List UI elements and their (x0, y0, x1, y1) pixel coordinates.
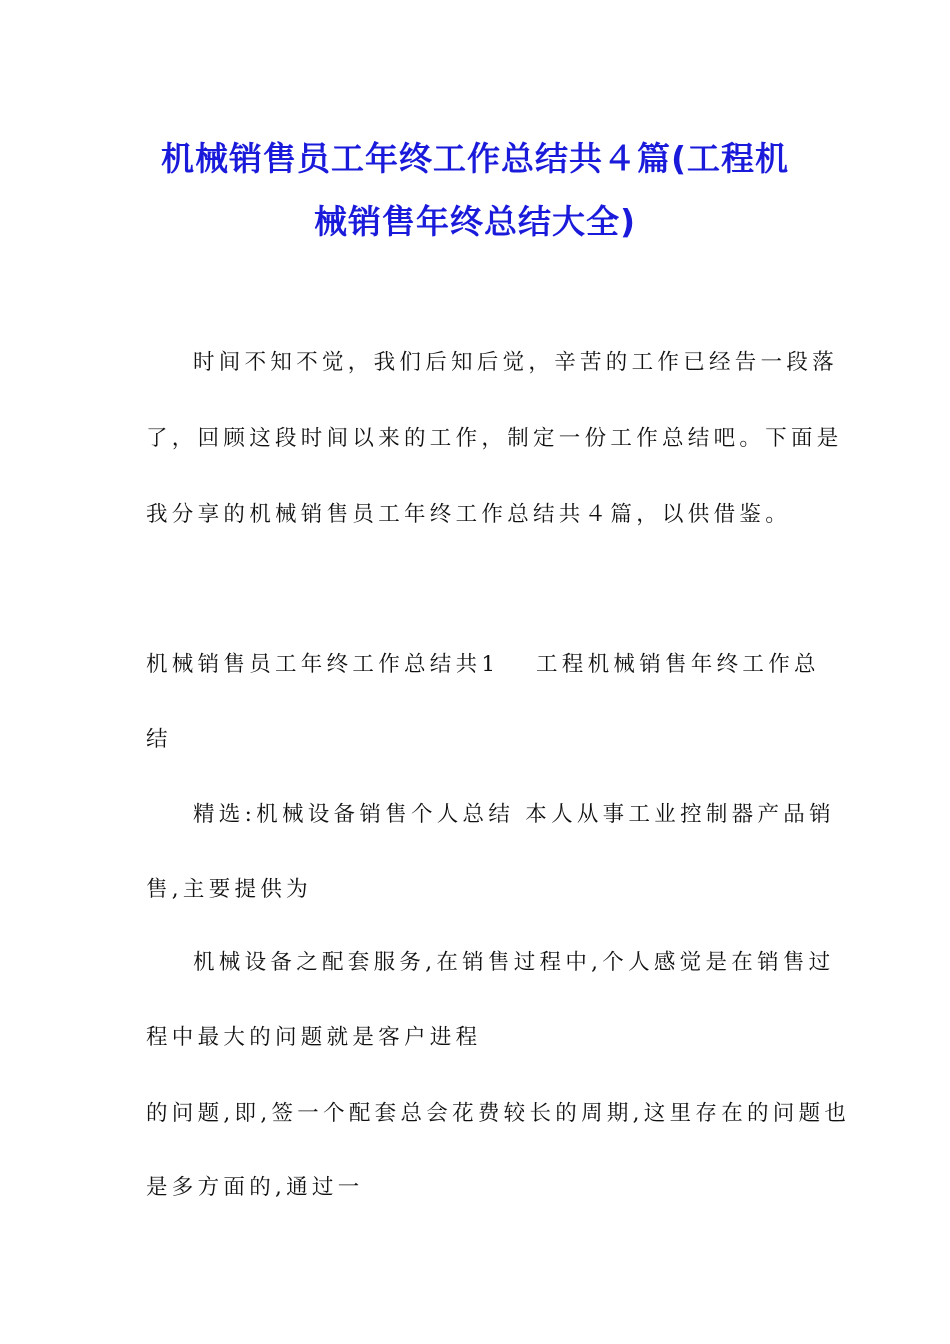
body-line-2: 售,主要提供为 (146, 877, 312, 902)
body-line-4: 程中最大的问题就是客户进程 (146, 1025, 482, 1050)
document-title-line-1: 机械销售员工年终工作总结共４篇(工程机 (160, 139, 790, 178)
body-line-5: 的问题,即,签一个配套总会花费较长的周期,这里存在的问题也 (146, 1101, 851, 1126)
section-heading-left: 机械销售员工年终工作总结共1 (146, 652, 500, 677)
body-line-1: 精选:机械设备销售个人总结 本人从事工业控制器产品销 (193, 802, 835, 827)
intro-line-1: 时间不知不觉，我们后知后觉，辛苦的工作已经告一段落 (193, 350, 839, 375)
section-heading-right: 工程机械销售年终工作总 (536, 652, 820, 677)
body-line-3: 机械设备之配套服务,在销售过程中,个人感觉是在销售过 (193, 950, 835, 975)
intro-line-2: 了，回顾这段时间以来的工作，制定一份工作总结吧。下面是 (146, 426, 843, 451)
intro-line-3: 我分享的机械销售员工年终工作总结共４篇，以供借鉴。 (146, 502, 792, 527)
body-line-6: 是多方面的,通过一 (146, 1175, 364, 1200)
document-title-line-2: 械销售年终总结大全) (313, 202, 637, 241)
section-heading-wrap: 结 (146, 727, 172, 752)
